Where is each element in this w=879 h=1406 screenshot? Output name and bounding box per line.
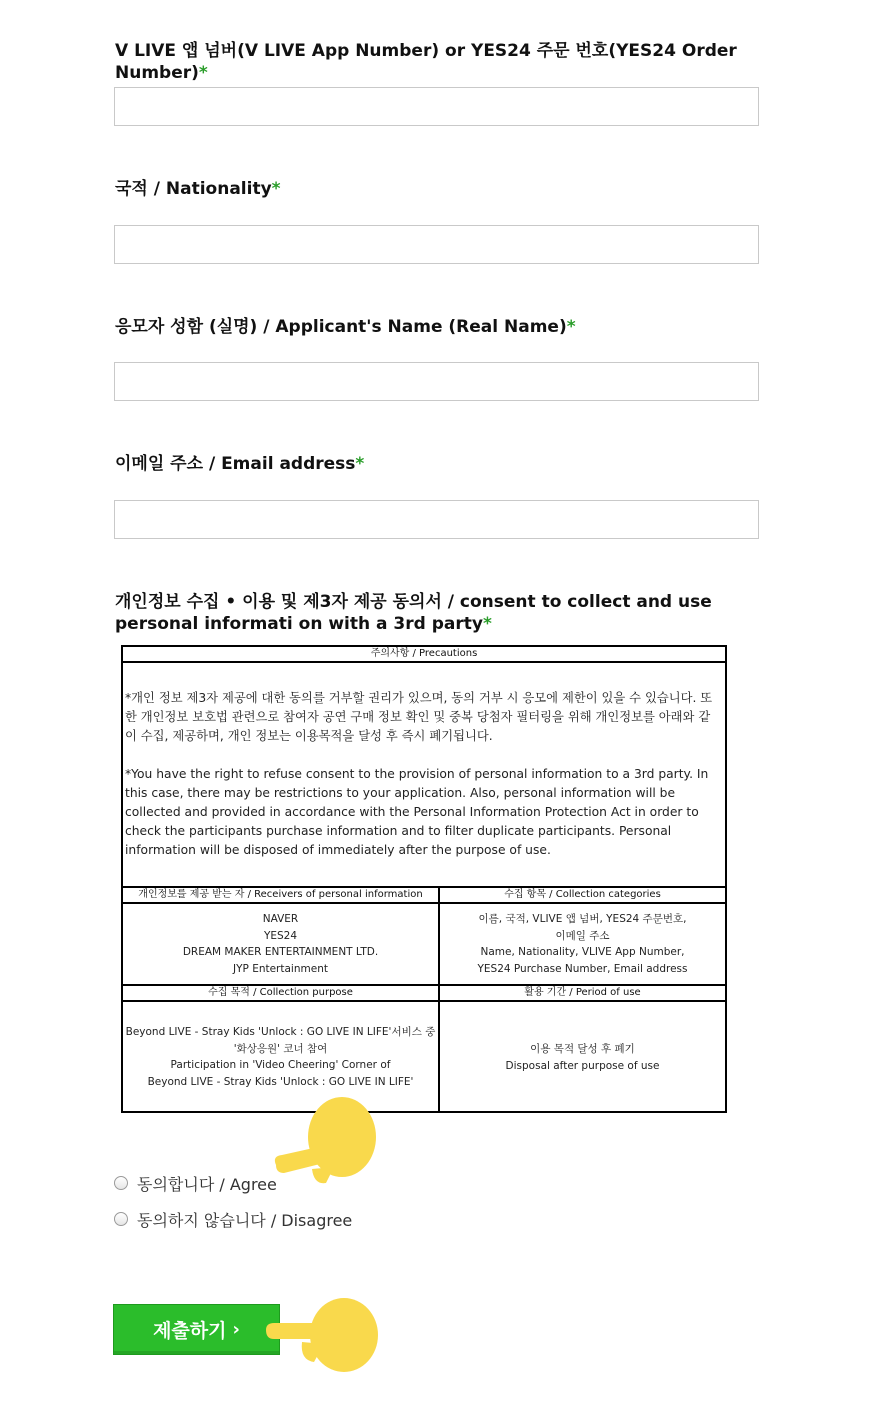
- purpose-line: Beyond LIVE - Stray Kids 'Unlock : GO LIVE IN LIFE'서비스 중: [125, 1026, 436, 1038]
- required-mark: *: [198, 63, 208, 83]
- required-mark: *: [566, 317, 576, 337]
- receiver-item: NAVER: [262, 913, 299, 925]
- applicant-name-input[interactable]: [115, 363, 758, 400]
- purpose-header: 수집 목적 / Collection purpose: [208, 987, 353, 998]
- pointing-hand-icon: [264, 1294, 382, 1374]
- purpose-line: Participation in 'Video Cheering' Corner of: [170, 1059, 391, 1072]
- email-field-box: [114, 500, 759, 539]
- consent-label: [115, 591, 760, 635]
- consent-label-text: 개인정보 수집 • 이용 및 제3자 제공 동의서 / consent to collect and use personal informati on with a 3rd party: [115, 592, 712, 634]
- agree-label[interactable]: 동의합니다 / Agree: [137, 1174, 277, 1194]
- submit-button[interactable]: [113, 1304, 280, 1355]
- required-mark: *: [271, 179, 281, 199]
- required-mark: *: [482, 614, 492, 634]
- purpose-line: Beyond LIVE - Stray Kids 'Unlock : GO LIVE IN LIFE': [147, 1076, 414, 1089]
- applicant-name-label: [115, 316, 765, 338]
- email-input[interactable]: [115, 501, 758, 538]
- agree-radio[interactable]: [114, 1176, 128, 1190]
- receiver-item: YES24: [263, 929, 298, 942]
- category-line: 이름, 국적, VLIVE 앱 넘버, YES24 주문번호,: [478, 913, 687, 925]
- agree-option[interactable]: [114, 1171, 277, 1195]
- purpose-cell: [123, 1024, 438, 1091]
- applicant-name-field-box: [114, 362, 759, 401]
- period-line: Disposal after purpose of use: [505, 1059, 660, 1072]
- receivers-header: 개인정보를 제공 받는 자 / Receivers of personal information: [138, 889, 423, 900]
- table-divider: [123, 902, 725, 904]
- purpose-line: '화상응원' 코너 참여: [233, 1042, 328, 1055]
- receivers-cell: [123, 911, 438, 978]
- notice-english: *You have the right to refuse consent to the provision of personal information to a 3rd party. In this case, there may be restrictions to your application. Also, personal information will be collected and provided in accordance with the Personal Information Protection Act in order to check the participants purchase information and to filter duplicate participants. Personal information will be disposed of immediately after the purpose of use.: [125, 767, 709, 857]
- table-divider: [123, 1000, 725, 1002]
- category-line: YES24 Purchase Number, Email address: [477, 963, 688, 976]
- nationality-input[interactable]: [115, 226, 758, 263]
- nationality-label: [115, 178, 765, 200]
- category-line: Name, Nationality, VLIVE App Number,: [480, 946, 685, 959]
- categories-cell: [440, 911, 725, 978]
- consent-notice-box: [121, 645, 727, 1113]
- category-line: 이메일 주소: [555, 929, 610, 942]
- period-line: 이용 목적 달성 후 폐기: [530, 1043, 635, 1055]
- submit-label: 제출하기: [153, 1320, 227, 1342]
- email-label-text: 이메일 주소 / Email address: [115, 454, 356, 474]
- period-cell: [440, 1041, 725, 1074]
- required-mark: *: [355, 454, 365, 474]
- email-label: [115, 453, 765, 475]
- disagree-radio[interactable]: [114, 1212, 128, 1226]
- nationality-label-text: 국적 / Nationality: [115, 179, 272, 199]
- receiver-item: DREAM MAKER ENTERTAINMENT LTD.: [182, 946, 379, 959]
- categories-header: 수집 항목 / Collection categories: [504, 889, 661, 900]
- order-number-label-text: V LIVE 앱 넘버(V LIVE App Number) or YES24 주문 번호(YES24 Order Number): [115, 41, 737, 83]
- disagree-option[interactable]: [114, 1207, 352, 1231]
- chevron-right-icon: ›: [232, 1319, 240, 1340]
- order-number-input[interactable]: [115, 88, 758, 125]
- precautions-header: 주의사항 / Precautions: [123, 647, 725, 663]
- order-number-label: [115, 40, 765, 84]
- nationality-field-box: [114, 225, 759, 264]
- disagree-label[interactable]: 동의하지 않습니다 / Disagree: [137, 1210, 353, 1230]
- receiver-item: JYP Entertainment: [233, 963, 328, 976]
- notice-korean: *개인 정보 제3자 제공에 대한 동의를 거부할 권리가 있으며, 동의 거부 시 응모에 제한이 있을 수 있습니다. 또한 개인정보 보호법 관련으로 참여자 공연 구매 정보 확인 및 중복 당첨자 필터링을 위해 개인정보를 아래와 같이 수집, 제공하며, 개인 정보는 이용목적을 달성 후 즉시 폐기됩니다.: [125, 691, 713, 743]
- order-number-field-box: [114, 87, 759, 126]
- applicant-name-label-text: 응모자 성함 (실명) / Applicant's Name (Real Name): [115, 317, 567, 337]
- period-header: 활용 기간 / Period of use: [524, 987, 641, 998]
